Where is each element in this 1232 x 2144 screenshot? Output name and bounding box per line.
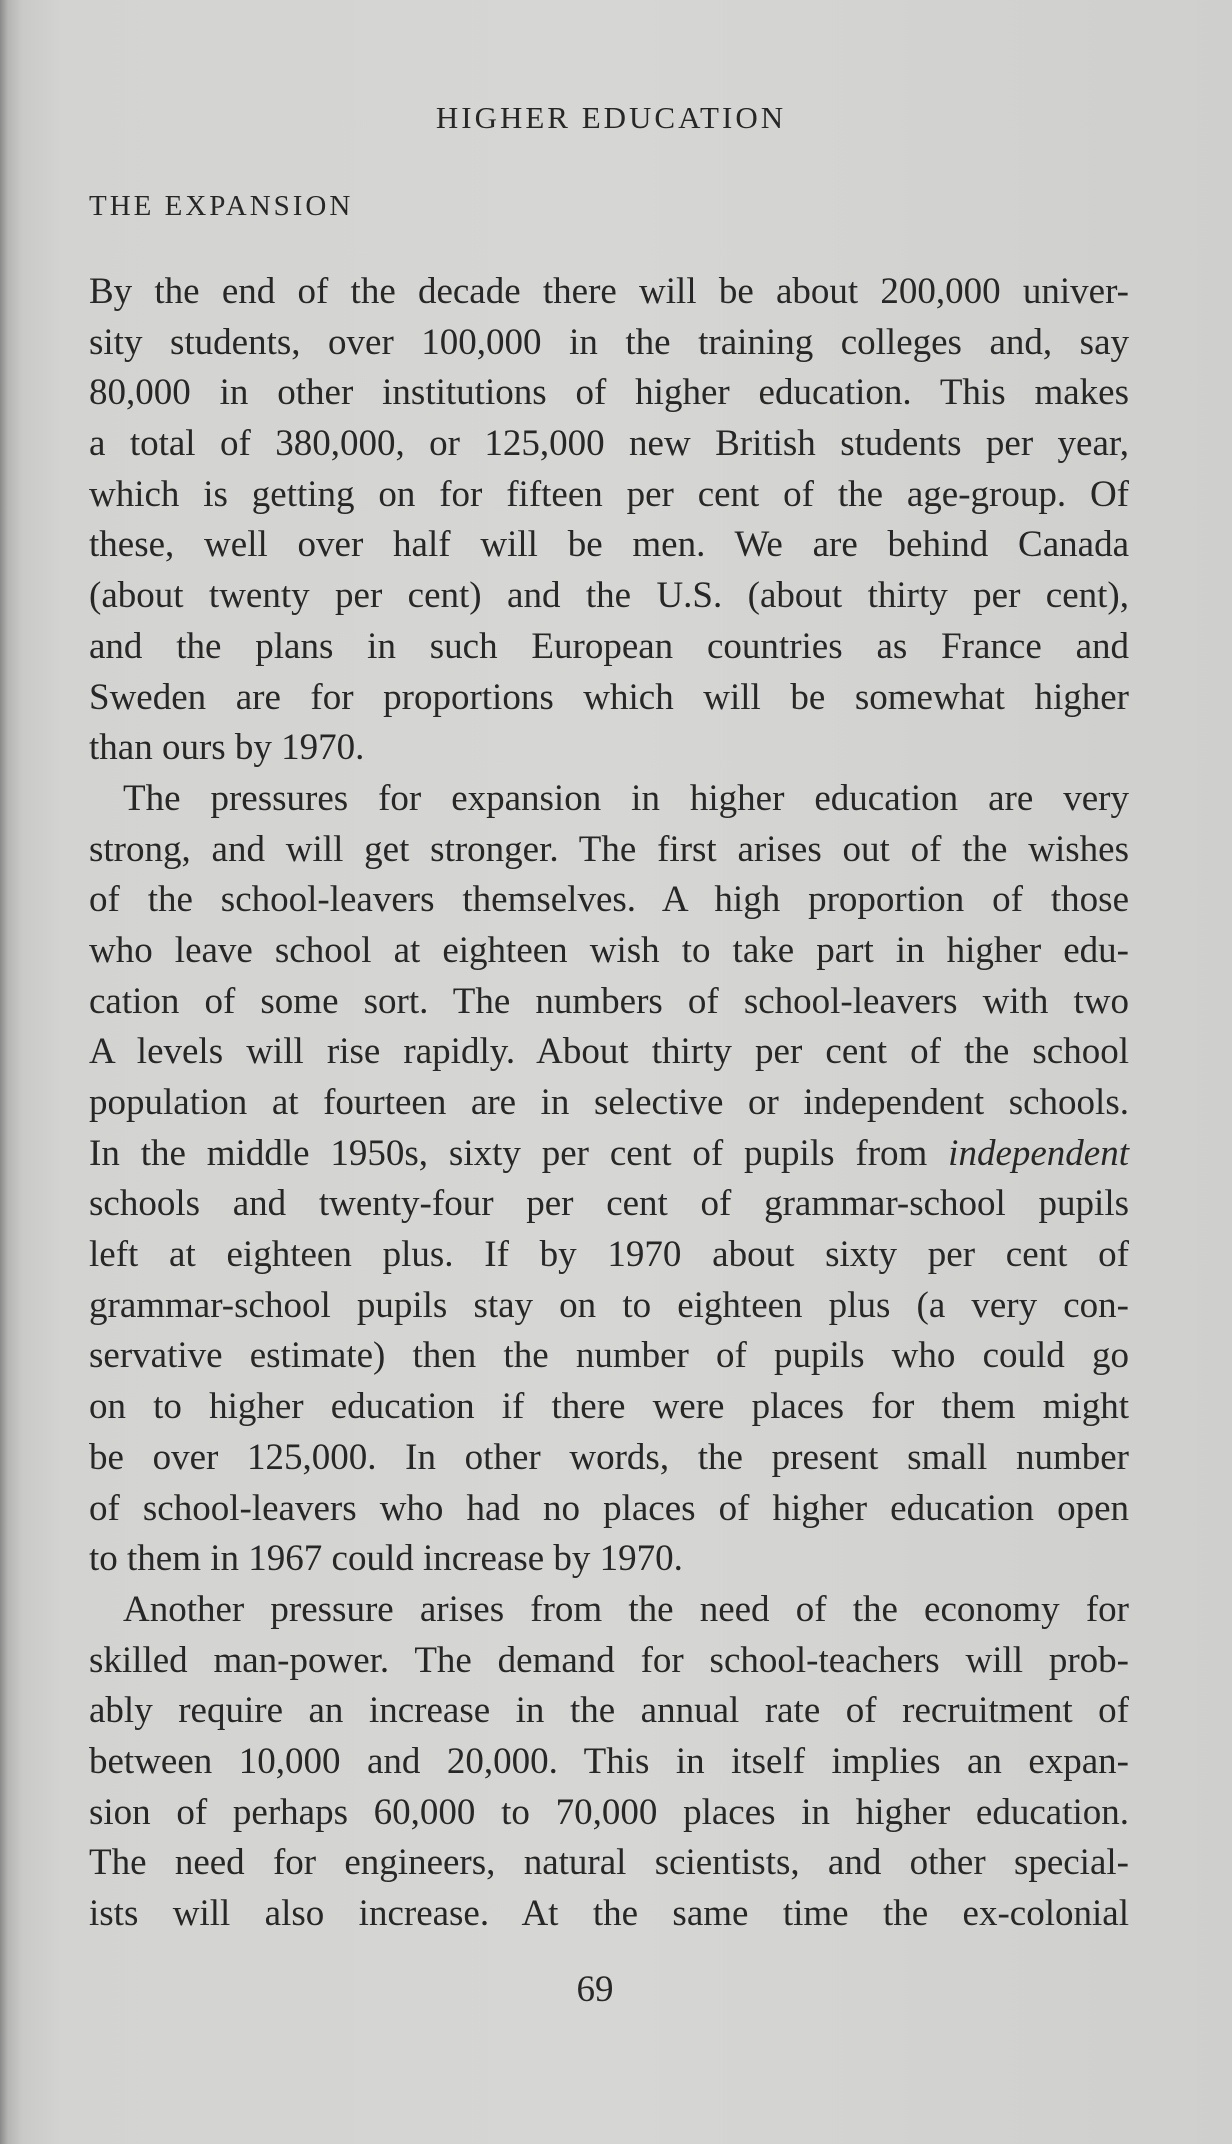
text-line	[89, 1585, 1129, 1636]
line-text: schools and twenty-four per cent of grammar-school pupils	[89, 1183, 1129, 1225]
text-line	[89, 1078, 1129, 1129]
line-text: than ours by 1970.	[89, 727, 365, 769]
text-line	[89, 1686, 1129, 1737]
text-line	[89, 1838, 1129, 1889]
line-text: Sweden are for proportions which will be somewhat higher	[89, 676, 1129, 718]
line-text: Another pressure arises from the need of the economy for	[123, 1588, 1129, 1630]
text-line	[89, 622, 1129, 673]
text-line	[89, 926, 1129, 977]
page-number: 69	[576, 1969, 614, 2010]
line-text: (about twenty per cent) and the U.S. (about thirty per cent),	[89, 575, 1129, 617]
text-line	[89, 1129, 1129, 1180]
line-text: In the middle 1950s, sixty per cent of pupils from	[89, 1132, 949, 1174]
text-line	[89, 1230, 1129, 1281]
line-text: of the school-leavers themselves. A high proportion of those	[89, 879, 1129, 921]
text-line	[89, 419, 1129, 470]
text-line	[89, 318, 1129, 369]
line-text: on to higher education if there were places for them might	[89, 1386, 1129, 1428]
line-text: who leave school at eighteen wish to take part in higher edu-	[89, 929, 1129, 971]
text-line	[89, 520, 1129, 571]
line-text: between 10,000 and 20,000. This in itself implies an expan-	[89, 1740, 1129, 1782]
line-text: ably require an increase in the annual rate of recruitment of	[89, 1690, 1129, 1732]
text-line	[89, 1179, 1129, 1230]
line-text: servative estimate) then the number of pupils who could go	[89, 1335, 1129, 1377]
text-line	[89, 267, 1129, 318]
line-text: sion of perhaps 60,000 to 70,000 places in higher education.	[89, 1791, 1129, 1833]
text-line	[89, 774, 1129, 825]
italic-word: independent	[948, 1132, 1129, 1174]
line-text: left at eighteen plus. If by 1970 about sixty per cent of	[89, 1234, 1129, 1276]
text-line	[89, 1027, 1129, 1078]
text-line	[89, 875, 1129, 926]
line-text: a total of 380,000, or 125,000 new British students per year,	[89, 423, 1129, 465]
text-line	[89, 723, 1129, 774]
line-text: grammar-school pupils stay on to eighteen plus (a very con-	[89, 1284, 1129, 1326]
line-text: sity students, over 100,000 in the training colleges and, say	[89, 321, 1129, 363]
line-text: and the plans in such European countries as France and	[89, 625, 1129, 667]
line-text: skilled man-power. The demand for school-teachers will prob-	[89, 1639, 1129, 1681]
line-text: which is getting on for fifteen per cent of the age-group. Of	[89, 473, 1129, 515]
line-text: be over 125,000. In other words, the present small number	[89, 1436, 1129, 1478]
text-line	[89, 1382, 1129, 1433]
line-text: The need for engineers, natural scientists, and other special-	[89, 1842, 1129, 1884]
text-line	[89, 470, 1129, 521]
text-line	[89, 673, 1129, 724]
line-text: 80,000 in other institutions of higher education. This makes	[89, 372, 1129, 414]
text-line	[89, 1737, 1129, 1788]
text-line	[89, 1889, 1129, 1940]
text-line	[89, 368, 1129, 419]
line-text: population at fourteen are in selective or independent schools.	[89, 1082, 1129, 1123]
line-text: cation of some sort. The numbers of school-leavers with two	[89, 980, 1129, 1022]
line-text: ists will also increase. At the same time the ex-colonial	[89, 1893, 1129, 1934]
text-line	[89, 1484, 1129, 1535]
line-text: The pressures for expansion in higher education are very	[123, 777, 1129, 819]
section-heading: THE EXPANSION	[89, 190, 354, 222]
line-text: strong, and will get stronger. The first arises out of the wishes	[89, 828, 1129, 870]
line-text: of school-leavers who had no places of higher education open	[89, 1487, 1129, 1529]
text-line	[89, 1534, 1129, 1585]
text-line	[89, 1788, 1129, 1839]
text-line	[89, 1331, 1129, 1382]
line-text: these, well over half will be men. We are behind Canada	[89, 524, 1129, 566]
text-line	[89, 1433, 1129, 1484]
line-text: By the end of the decade there will be about 200,000 univer-	[89, 271, 1129, 312]
text-line	[89, 977, 1129, 1028]
line-text: A levels will rise rapidly. About thirty per cent of the school	[89, 1031, 1129, 1073]
line-text: to them in 1967 could increase by 1970.	[89, 1538, 683, 1580]
running-head: HIGHER EDUCATION	[435, 100, 787, 135]
text-line	[89, 571, 1129, 622]
body-text	[89, 267, 1129, 1940]
text-line	[89, 1281, 1129, 1332]
text-line	[89, 825, 1129, 876]
text-line	[89, 1636, 1129, 1687]
